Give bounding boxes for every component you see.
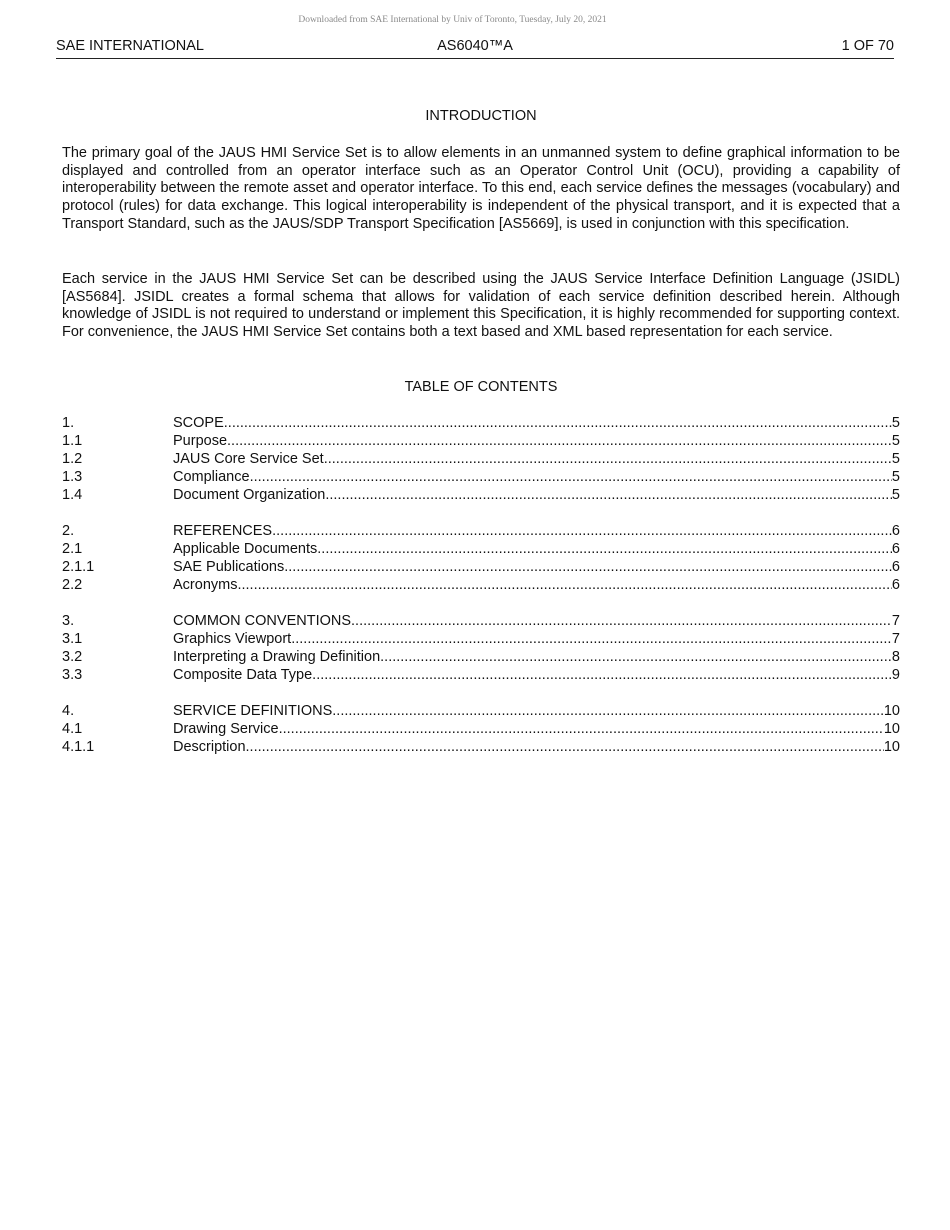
toc-entry[interactable] — [62, 738, 900, 756]
toc-entry[interactable] — [62, 612, 900, 630]
toc-entry[interactable] — [62, 648, 900, 666]
toc-entry-page: 5 — [891, 451, 900, 467]
toc-entry-number: 2.2 — [62, 577, 83, 593]
toc-entry-title[interactable]: Purpose — [173, 433, 228, 449]
toc-dot-leader — [250, 468, 892, 486]
toc-entry[interactable] — [62, 666, 900, 684]
toc-dot-leader — [279, 720, 884, 738]
toc-entry-title[interactable]: Composite Data Type — [173, 667, 313, 683]
page-header — [56, 38, 894, 59]
toc-entry[interactable] — [62, 522, 900, 540]
toc-dot-leader — [227, 432, 892, 450]
toc-entry-number: 1.1 — [62, 433, 83, 449]
toc-entry-page: 7 — [891, 631, 900, 647]
toc-dot-leader — [237, 576, 891, 594]
toc-dot-leader — [284, 558, 892, 576]
toc-entry-number: 1.3 — [62, 469, 83, 485]
introduction-heading: INTRODUCTION — [425, 108, 537, 124]
toc-entry[interactable] — [62, 486, 900, 504]
toc-entry-page: 10 — [883, 703, 900, 719]
toc-dot-leader — [317, 540, 892, 558]
toc-entry-number: 3. — [62, 613, 75, 629]
toc-entry-page: 6 — [891, 577, 900, 593]
toc-entry-title[interactable]: Interpreting a Drawing Definition — [173, 649, 381, 665]
toc-entry-title[interactable]: Document Organization — [173, 487, 326, 503]
toc-dot-leader — [272, 522, 892, 540]
toc-entry[interactable] — [62, 630, 900, 648]
toc-heading: TABLE OF CONTENTS — [404, 379, 558, 395]
toc-entry-title[interactable]: COMMON CONVENTIONS — [173, 613, 352, 629]
toc-entry-number: 3.1 — [62, 631, 83, 647]
toc-group — [62, 522, 900, 594]
toc-dot-leader — [312, 666, 892, 684]
toc-dot-leader — [351, 612, 892, 630]
toc-entry-page: 9 — [891, 667, 900, 683]
toc-entry-page: 6 — [891, 559, 900, 575]
toc-entry-page: 6 — [891, 523, 900, 539]
toc-entry-number: 2.1.1 — [62, 559, 95, 575]
toc-entry[interactable] — [62, 720, 900, 738]
toc-entry-number: 4. — [62, 703, 75, 719]
toc-dot-leader — [246, 738, 884, 756]
toc-entry-number: 3.2 — [62, 649, 83, 665]
toc-entry-number: 1.2 — [62, 451, 83, 467]
toc-group — [62, 702, 900, 756]
toc-entry-page: 6 — [891, 541, 900, 557]
toc-entry-title[interactable]: Acronyms — [173, 577, 238, 593]
toc-dot-leader — [380, 648, 892, 666]
toc-entry-title[interactable]: SAE Publications — [173, 559, 285, 575]
toc-entry-page: 5 — [891, 415, 900, 431]
toc-entry-title[interactable]: Compliance — [173, 469, 250, 485]
toc-entry-page: 5 — [891, 433, 900, 449]
toc-entry-number: 2.1 — [62, 541, 83, 557]
toc-dot-leader — [332, 702, 884, 720]
toc-entry-title[interactable]: JAUS Core Service Set — [173, 451, 324, 467]
toc-dot-leader — [224, 414, 892, 432]
toc-entry-title[interactable]: Applicable Documents — [173, 541, 318, 557]
toc-entry-title[interactable]: SERVICE DEFINITIONS — [173, 703, 333, 719]
toc-entry-number: 4.1.1 — [62, 739, 95, 755]
download-notice: Downloaded from SAE International by Univ of Toronto, Tuesday, July 20, 2021 — [298, 15, 607, 25]
toc-entry-title[interactable]: Description — [173, 739, 246, 755]
table-of-contents — [62, 414, 900, 774]
toc-entry[interactable] — [62, 702, 900, 720]
toc-entry[interactable] — [62, 540, 900, 558]
toc-entry-number: 1. — [62, 415, 75, 431]
toc-entry[interactable] — [62, 468, 900, 486]
introduction-paragraph: Each service in the JAUS HMI Service Set can be described using the JAUS Service Interface Definition Language (JSIDL) [AS5684]. JSIDL creates a formal schema that allows for validation of each service definition described herein. Although knowledge of JSIDL is not required to understand or implement this Specification, it is highly recommended for supporting context. For convenience, the JAUS HMI Service Set contains both a text based and XML based representation for each service. — [62, 271, 900, 341]
toc-entry-page: 8 — [891, 649, 900, 665]
toc-entry-page: 7 — [891, 613, 900, 629]
toc-dot-leader — [324, 450, 892, 468]
toc-dot-leader — [291, 630, 892, 648]
toc-entry-number: 2. — [62, 523, 75, 539]
toc-entry[interactable] — [62, 414, 900, 432]
toc-entry-title[interactable]: Drawing Service — [173, 721, 279, 737]
toc-entry[interactable] — [62, 576, 900, 594]
toc-entry-number: 3.3 — [62, 667, 83, 683]
header-document-number: AS6040™A — [437, 38, 513, 54]
toc-dot-leader — [325, 486, 892, 504]
introduction-paragraph: The primary goal of the JAUS HMI Service Set is to allow elements in an unmanned system to define graphical information to be displayed and controlled from an operator interface such as an Operator Control Unit (OCU), providing a capability of interoperability between the remote asset and operator interface. To this end, each service defines the messages (vocabulary) and protocol (rules) for data exchange. This logical interoperability is independent of the physical transport, and it is expected that a Transport Standard, such as the JAUS/SDP Transport Specification [AS5669], is used in conjunction with this specification. — [62, 145, 900, 232]
toc-entry-title[interactable]: SCOPE — [173, 415, 224, 431]
header-page-indicator: 1 OF 70 — [841, 38, 894, 54]
toc-entry-page: 10 — [883, 721, 900, 737]
toc-entry-page: 10 — [883, 739, 900, 755]
toc-entry[interactable] — [62, 450, 900, 468]
toc-entry-page: 5 — [891, 487, 900, 503]
toc-entry[interactable] — [62, 432, 900, 450]
toc-group — [62, 612, 900, 684]
toc-entry-title[interactable]: REFERENCES — [173, 523, 273, 539]
header-organization: SAE INTERNATIONAL — [56, 38, 204, 54]
toc-entry-title[interactable]: Graphics Viewport — [173, 631, 292, 647]
toc-group — [62, 414, 900, 504]
toc-entry[interactable] — [62, 558, 900, 576]
toc-entry-number: 1.4 — [62, 487, 83, 503]
toc-entry-page: 5 — [891, 469, 900, 485]
toc-entry-number: 4.1 — [62, 721, 83, 737]
